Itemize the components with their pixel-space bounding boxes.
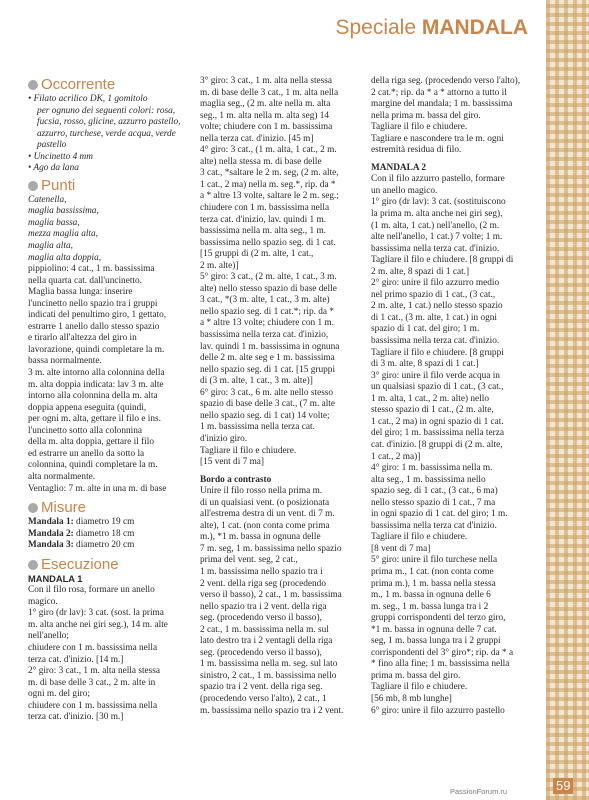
text-line: a * altre 13 volte; chiudere con 1 m. xyxy=(200,318,334,329)
text-line: 2 cat., 1 m. bassissima nella m. sul xyxy=(200,624,329,635)
text-line: 3 cat., *saltare le 2 m. seg, (2 m. alte, xyxy=(200,168,339,179)
text-line: • Ago da lana xyxy=(28,163,79,174)
text-line: fucsia, rosso, glicine, azzurro pastello, xyxy=(37,117,181,128)
section-heading: Esecuzione xyxy=(41,555,119,573)
text-line: pastello xyxy=(37,140,67,151)
text-line: magico. xyxy=(28,596,58,607)
text-line: prima del vent. seg, 2 cat., xyxy=(200,555,298,566)
text-line: seg. (procedendo verso il basso), xyxy=(200,647,322,658)
text-line: 1 cat., 2 ma) nella m. seg.*, rip. da * xyxy=(200,179,336,190)
text-line: terza cat. d'inizio. [14 m.] xyxy=(28,654,124,665)
text-line: della m. alta doppia, gettare il filo xyxy=(28,437,154,448)
text-line: bassissima nella terza cat d'inizio. xyxy=(371,520,497,531)
text-line: lato destro tra i 2 ventagli della riga xyxy=(200,636,333,647)
text-line: • Filato acrilico DK, 1 gomitolo xyxy=(28,94,148,104)
text-line: 3° giro: unire il filo verde acqua in xyxy=(371,370,500,381)
text-line: bassa normalmente. xyxy=(28,356,102,367)
text-line: del giro; 1 m. bassissima nella terza xyxy=(371,428,504,439)
text-line: di (3 m. alte, 1 cat., 3 m. alte)] xyxy=(200,376,313,387)
text-line: di un qualsiasi vent. (o posizionata xyxy=(200,497,330,508)
text-line: Unire il filo rosso nella prima m. xyxy=(200,486,323,497)
text-line: Con il filo rosa, formare un anello xyxy=(28,585,155,596)
column-2 xyxy=(200,76,358,717)
measure-label: Mandala 1: xyxy=(28,517,74,528)
text-line: 5° giro: 3 cat., (2 m. alte, 1 cat., 3 m. xyxy=(200,272,337,283)
text-line: chiudere con 1 m. bassissima nella xyxy=(200,203,330,214)
text-line: Tagliare il filo e chiudere. xyxy=(371,532,468,543)
text-line: nello stesso spazio di 1 cat., 7 ma xyxy=(371,497,496,508)
text-line: estremità residua di filo. xyxy=(371,145,462,156)
text-line: maglia bassa, xyxy=(28,217,80,228)
text-line: nello spazio seg. di 1 cat) 14 volte; xyxy=(200,410,330,421)
text-line: indicati del penultimo giro, 1 gettato, xyxy=(28,310,167,321)
text-line: Tagliare e nascondere tra le m. ogni xyxy=(371,133,504,144)
circle-bullet-icon xyxy=(28,80,38,90)
text-line: 1 m. alta, 1 cat., 2 m. alte) nello xyxy=(371,393,489,404)
text-line: alte) nello stesso spazio di base delle xyxy=(200,283,337,294)
text-line: alta normalmente. xyxy=(28,471,96,482)
text-line: m. di base delle 3 cat., 2 m. alte in xyxy=(28,677,156,688)
text-line: alte), 1 cat. (non conta come prima xyxy=(200,520,330,531)
text-line: 4° giro: 1 m. bassissima nella m. xyxy=(371,463,493,474)
text-line: m. alta anche nei giri seg.), 14 m. alte xyxy=(28,619,168,630)
section-punti xyxy=(28,177,186,195)
text-line: 5° giro: unire il filo turchese nella xyxy=(371,555,498,566)
text-line: alta seg., 1 m. bassissima nello xyxy=(371,474,486,485)
section-misure xyxy=(28,499,186,517)
text-line: 1° giro (dr lav): 3 cat. (sostituiscono xyxy=(371,197,506,208)
text-line: maglia seg., (2 m. alte nella m. alta xyxy=(200,99,331,110)
text-line: di 3 m. alte, 8 spazi di 1 cat.] xyxy=(371,359,479,370)
text-line: 1 cat., 2 ma) in ogni spazio di 1 cat. xyxy=(371,416,504,427)
text-line: 3° giro: 3 cat., 1 m. alta nella stessa xyxy=(200,76,333,86)
text-line: m., 1 m. bassa in ognuna delle 6 xyxy=(371,590,491,601)
text-line: colonnina, quindi completare la m. xyxy=(28,460,158,471)
section-occorrente xyxy=(28,76,186,94)
text-line: stesso spazio di 1 cat., (2 m. alte, xyxy=(371,405,494,416)
measure-item xyxy=(28,517,186,529)
text-line: lavorazione, quindi completare la m. xyxy=(28,344,165,355)
text-line: 1 m. bassissima nello spazio tra i xyxy=(200,566,323,577)
text-line: 2° giro: 3 cat., 1 m. alta nella stessa xyxy=(28,666,161,677)
text-line: seg. (procedendo verso il basso), xyxy=(200,613,322,624)
text-line: per ognuno dei seguenti colori: rosa, xyxy=(37,105,176,116)
text-line: [56 mb, 8 mb lunghe] xyxy=(371,693,452,704)
esecuzione-text xyxy=(28,585,186,724)
text-line: m. di base delle 3 cat., 1 m. alta nella xyxy=(200,87,339,98)
text-line: 2 vent. della riga seg (procedendo xyxy=(200,578,326,589)
text-line: 6° giro: 3 cat., 6 m. alte nello stesso xyxy=(200,387,334,398)
text-line: sinistro, 2 cat., 1 m. bassissima nello xyxy=(200,670,337,681)
circle-bullet-icon xyxy=(28,503,38,513)
measure-value: diametro 18 cm xyxy=(73,528,135,539)
text-line: la prima m. alta anche nei giri seg), xyxy=(371,209,503,220)
text-line: maglia alta doppia, xyxy=(28,252,102,263)
text-line: 3 m. alte intorno alla colonnina della xyxy=(28,368,165,379)
text-line: Tagliare il filo e chiudere. xyxy=(200,445,297,456)
watermark: PassionForum.ru xyxy=(450,787,508,796)
text-line: [15 gruppi di (2 m. alte, 1 cat., xyxy=(200,249,314,260)
text-line: verso il basso), 2 cat., 1 m. bassissima xyxy=(200,590,342,601)
text-line: 2° giro: unire il filo azzurro medio xyxy=(371,278,500,289)
page-number: 59 xyxy=(553,778,573,794)
text-line: (1 m. alta, 1 cat.) nell'anello, (2 m. xyxy=(371,220,500,231)
text-line: all'estrema destra di un vent. di 7 m. xyxy=(200,509,335,520)
punti-list xyxy=(28,195,186,495)
text-line: Bordo a contrasto xyxy=(200,474,272,485)
text-line: MANDALA 2 xyxy=(371,162,427,173)
text-line: 2 m. alte, 1 cat.) nello stesso spazio xyxy=(371,301,503,312)
text-line: cat. d'inizio. [8 gruppi di (2 m. alte, xyxy=(371,439,503,450)
section-esecuzione xyxy=(28,556,186,574)
text-line: l'uncinetto nello spazio tra i gruppi xyxy=(28,298,158,309)
text-line: alte) nella stessa m. di base delle xyxy=(200,156,322,167)
text-line: margine del mandala; 1 m. bassissima xyxy=(371,99,513,110)
text-line: 1° giro (dr lav): 3 cat. (sost. la prima xyxy=(28,608,164,619)
column-1 xyxy=(28,76,186,724)
text-line: delle 2 m. alte seg e 1 m. bassissima xyxy=(200,353,335,364)
text-line: nel primo spazio di 1 cat., (3 cat., xyxy=(371,289,496,300)
text-line: m. alta doppia indicata: lav 3 m. alte xyxy=(28,379,164,390)
page-title xyxy=(300,16,528,40)
measure-value: diametro 19 cm xyxy=(73,517,135,528)
text-line: ogni m. del giro; xyxy=(28,689,90,700)
text-line: in ogni spazio di 1 cat. del giro; 1 m. xyxy=(371,509,508,520)
text-line: (procedendo verso l'alto), 2 cat., 1 xyxy=(200,693,327,704)
text-line: [8 vent di 7 ma] xyxy=(371,543,431,554)
text-line: 6° giro: unire il filo azzurro pastello xyxy=(371,705,505,716)
text-line: 2 m. alte)] xyxy=(200,260,239,271)
text-line: estrarre 1 anello dallo stesso spazio xyxy=(28,321,160,332)
text-line: bassissima nello spazio seg. di 1 cat. xyxy=(200,237,336,248)
text-line: 3 cat., *(3 m. alte, 1 cat., 3 m. alte) xyxy=(200,295,330,306)
text-line: 2 m. alte, 8 spazi di 1 cat.] xyxy=(371,266,470,277)
text-line: intorno alla colonnina della m. alta xyxy=(28,391,158,402)
text-line: della riga seg. (procedendo verso l'alto), xyxy=(371,76,521,86)
text-line: m. bassissima nello spazio tra i 2 vent. xyxy=(200,705,344,716)
text-line: azzurro, turchese, verde acqua, verde xyxy=(37,128,176,139)
text-line: di 1 cat., (3 m. alte, 1 cat.) in ogni xyxy=(371,312,497,323)
text-line: * fino alla fine; 1 m. bassissima nella xyxy=(371,659,510,670)
text-line: 4° giro: 3 cat., (1 m. alta, 1 cat., 2 m. xyxy=(200,145,337,156)
text-line: Tagliare il filo e chiudere. [8 gruppi di xyxy=(371,255,514,266)
text-line: m. seg., 1 m. bassa lunga tra i 2 xyxy=(371,601,489,612)
text-line: chiudere con 1 m. bassissima nella xyxy=(28,700,158,711)
text-line: *1 m. bassa in ognuna delle 7 cat. xyxy=(371,624,497,635)
text-line: spazio seg. di 1 cat., (3 cat., 6 ma) xyxy=(371,486,498,497)
text-line: Con il filo azzurro pastello, formare xyxy=(371,174,505,185)
text-line: prima m.), 1 m. bassa nella stessa xyxy=(371,578,496,589)
circle-bullet-icon xyxy=(28,181,38,191)
text-line: nello spazio seg. di 1 cat. [15 gruppi xyxy=(200,364,336,375)
text-line: bassissima nella terza cat. d'inizio, xyxy=(200,330,329,341)
text-line: ed estrarre un anello da sotto la xyxy=(28,448,145,459)
text-line: volte; chiudere con 1 m. bassissima xyxy=(200,122,333,133)
text-line: d'inizio giro. xyxy=(200,433,248,444)
text-line: • Uncinetto 4 mm xyxy=(28,151,93,162)
text-line: doppia appena eseguita (quindi, xyxy=(28,402,147,413)
text-line: seg., 1 m. alta nella m. alta seg) 14 xyxy=(200,110,330,121)
text-line: spazio di 1 cat. del giro; 1 m. xyxy=(371,324,480,335)
measure-item xyxy=(28,529,186,541)
section-heading: Misure xyxy=(41,499,87,517)
text-line: Tagliare il filo e chiudere. xyxy=(371,122,468,133)
text-line: spazio tra i 2 vent. della riga seg. xyxy=(200,682,323,693)
section-heading: Punti xyxy=(41,176,76,194)
text-line: m.), *1 m. bassa in ognuna delle xyxy=(200,532,321,543)
text-line: terza cat. d'inizio. [30 m.] xyxy=(28,712,124,723)
text-line: 2 cat.*; rip. da * a * attorno a tutto il xyxy=(371,87,507,98)
text-line: pippiolino: 4 cat., 1 m. bassissima xyxy=(28,264,155,275)
subheading-mandala-1: MANDALA 1 xyxy=(28,573,83,584)
text-line: terza cat. d'inizio, lav. quindi 1 m. xyxy=(200,214,327,225)
section-heading: Occorrente xyxy=(41,76,116,93)
text-line: alte nell'anello, 1 cat.) 7 volte; 1 m. xyxy=(371,232,503,243)
text-line: a * altre 13 volte, saltare le 2 m. seg.; xyxy=(200,191,339,202)
text-line: corrispondenti del 3° giro*; rip. da * a xyxy=(371,647,514,658)
gingham-border xyxy=(546,0,589,800)
text-line: un qualsiasi spazio di 1 cat., (3 cat., xyxy=(371,382,504,393)
misure-list xyxy=(28,517,186,552)
text-line: Catenella, xyxy=(28,194,67,205)
text-line: nello spazio tra i 2 vent. della riga xyxy=(200,601,327,612)
text-line: prima m., 1 cat. (non conta come xyxy=(371,566,494,577)
text-line: maglia bassissima, xyxy=(28,206,99,217)
text-line: seg, 1 m. bassa lunga tra i 2 gruppi xyxy=(371,636,501,647)
text-line: bassissima nella m. alta seg., 1 m. xyxy=(200,226,327,237)
occorrente-list xyxy=(28,94,186,175)
text-line: mezza maglia alta, xyxy=(28,229,98,240)
text-line: 1 m. bassissima nella m. seg. sul lato xyxy=(200,659,338,670)
text-line: spazio di base delle 3 cat., (7 m. alte xyxy=(200,399,336,410)
text-line: Tagliare il filo e chiudere. [8 gruppi xyxy=(371,347,504,358)
column-3 xyxy=(371,76,527,717)
text-line: nella quarta cat. dall'uncinetto. xyxy=(28,275,142,286)
text-line: nella terza cat. d'inizio. [45 m] xyxy=(200,133,314,144)
text-line: Maglia bassa lunga: inserire xyxy=(28,287,133,298)
text-line: 1 m. bassissima nella terza cat. xyxy=(200,422,315,433)
text-line: bassissima nella terza cat. d'inizio. xyxy=(371,243,500,254)
measure-item xyxy=(28,540,186,552)
text-line: gruppi corrispondenti del terzo giro, xyxy=(371,613,506,624)
text-line: un anello magico. xyxy=(371,185,438,196)
text-line: Tagliare il filo e chiudere. xyxy=(371,682,468,693)
text-line: lav. quindi 1 m. bassissima in ognuna xyxy=(200,341,340,352)
text-line: nella prima m. bassa del giro. xyxy=(371,110,481,121)
text-line: nello spazio seg. di 1 cat.*; rip. da * xyxy=(200,306,334,317)
title-prefix: Speciale xyxy=(335,16,422,39)
text-line: nell'anello; xyxy=(28,631,69,642)
text-line: 7 m. seg, 1 m. bassissima nello spazio xyxy=(200,543,342,554)
text-line: [15 vent di 7 ma] xyxy=(200,457,265,468)
measure-value: diametro 20 cm xyxy=(73,540,135,551)
text-line: bassissima nella terza cat. d'inizio. xyxy=(371,336,500,347)
text-line: Ventaglio: 7 m. alte in una m. di base xyxy=(28,483,167,494)
measure-label: Mandala 3: xyxy=(28,540,74,551)
text-line: per ogni m. alta, gettare il filo e ins. xyxy=(28,414,161,425)
text-line: prima m. bassa del giro. xyxy=(371,670,461,681)
text-line: l'uncinetto sotto alla colonnina xyxy=(28,425,142,436)
text-line: maglia alta, xyxy=(28,241,73,252)
measure-label: Mandala 2: xyxy=(28,528,74,539)
text-line: e tirarlo all'altezza del giro in xyxy=(28,333,137,344)
title-main: MANDALA xyxy=(421,16,528,39)
circle-bullet-icon xyxy=(28,560,38,570)
text-line: 1 cat., 2 ma)] xyxy=(371,451,421,462)
text-line: chiudere con 1 m. bassissima nella xyxy=(28,642,158,653)
